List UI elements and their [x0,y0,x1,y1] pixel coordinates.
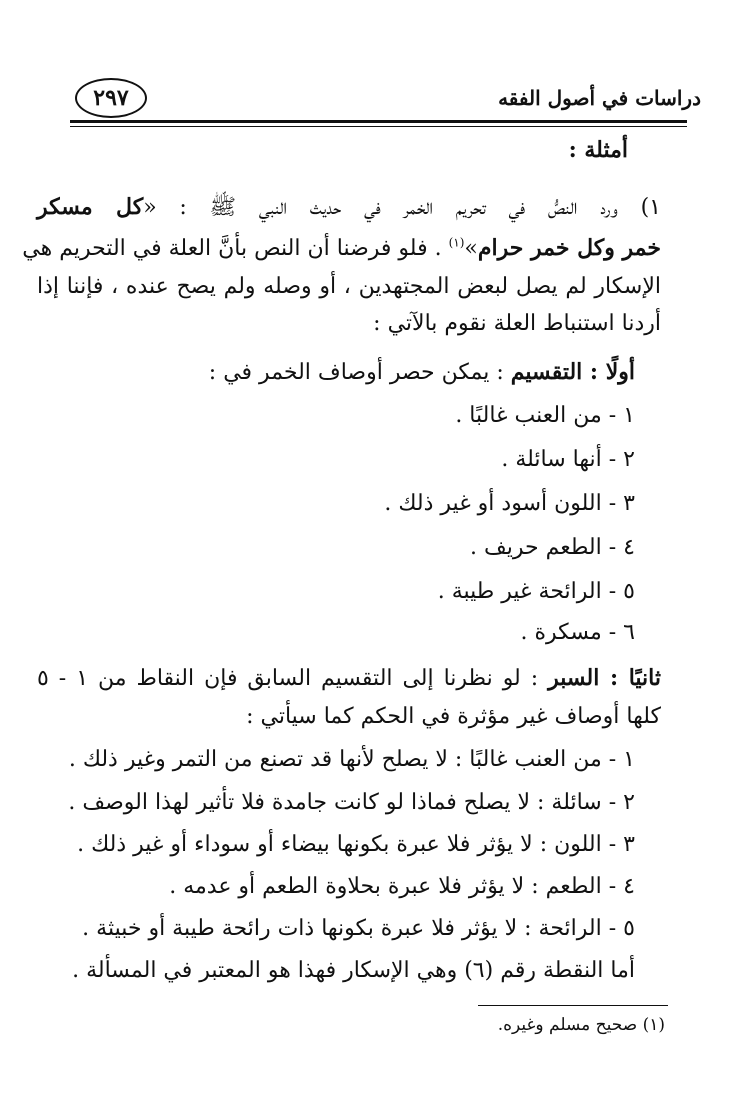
para1-line1-text: ١) ورد النصُّ في تحريم الخمر في حديث النبي ﷺ : « [143,195,661,220]
footnote-ref: (١) [448,235,465,250]
probing-label: ثانيًا : السبر [548,665,662,691]
footnote: (١) صحيح مسلم وغيره. [497,1015,665,1035]
header-rule-thick [70,120,687,123]
list-item: ٤ - الطعم : لا يؤثر فلا عبرة بحلاوة الطعم أو عدمه . [169,874,635,899]
closing-line: أما النقطة رقم (٦) وهي الإسكار فهذا هو المعتبر في المسألة . [72,958,635,983]
para1-line2 [22,233,661,264]
para1-line4: أردنا استنباط العلة نقوم بالآتي : [373,311,661,336]
division-label: أولًا : التقسيم [510,359,635,385]
list-item: ٥ - الرائحة غير طيبة . [437,579,635,604]
list-item: ٤ - الطعم حريف . [470,535,635,560]
examples-heading: أمثلة : [568,137,628,163]
para1-line3: الإسكار لم يصل لبعض المجتهدين ، أو وصله ولم يصح عنده ، فإننا إذا [37,274,661,299]
list-item: ١ - من العنب غالبًا : لا يصلح لأنها قد تصنع من التمر وغير ذلك . [68,747,635,772]
para1-line1 [37,192,661,223]
footnote-rule [478,1005,668,1006]
list-item: ٣ - اللون أسود أو غير ذلك . [384,491,635,516]
probing-line2: كلها أوصاف غير مؤثرة في الحكم كما سيأتي : [246,704,661,729]
list-item: ١ - من العنب غالبًا . [455,403,635,428]
probing-heading [37,663,661,694]
list-item: ٣ - اللون : لا يؤثر فلا عبرة بكونها بيضاء أو سوداء أو غير ذلك . [77,832,635,857]
list-item: ٢ - أنها سائلة . [501,447,635,472]
hadith-quote-end: خمر وكل خمر حرام [477,235,661,261]
para1-line2-text: . فلو فرضنا أن النص بأنَّ العلة في التحريم هي [22,236,449,261]
hadith-close-quote: » [464,236,478,261]
hadith-quote-start: كل مسكر [37,194,144,220]
list-item: ٦ - مسكرة . [520,620,635,645]
division-heading [209,357,635,388]
header-rule-thin [70,126,687,127]
page-number: ٢٩٧ [75,78,147,118]
list-item: ٥ - الرائحة : لا يؤثر فلا عبرة بكونها ذات رائحة طيبة أو خبيثة . [82,916,635,941]
running-title: دراسات في أصول الفقه [498,86,701,110]
probing-text: : لو نظرنا إلى التقسيم السابق فإن النقاط من ١ - ٥ [37,666,549,691]
list-item: ٢ - سائلة : لا يصلح فماذا لو كانت جامدة فلا تأثير لهذا الوصف . [68,790,635,815]
division-text: : يمكن حصر أوصاف الخمر في : [208,360,511,385]
